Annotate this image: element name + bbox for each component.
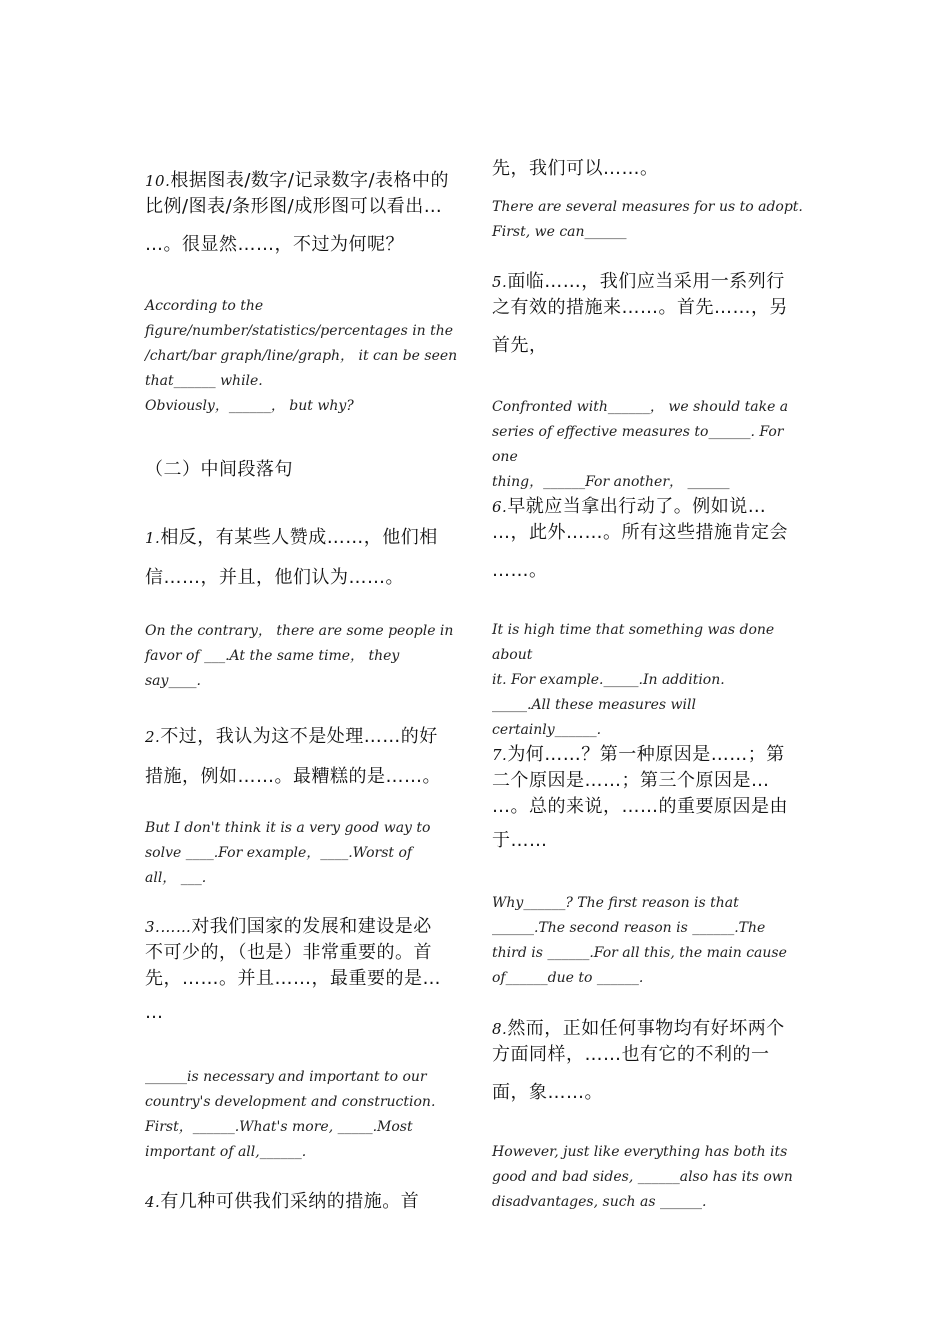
text-line: 有几种可供我们采纳的措施。首 (160, 1191, 420, 1212)
text-line: series of effective measures to______. For one (492, 424, 784, 465)
item-number: 4. (145, 1193, 161, 1211)
section-heading (145, 457, 465, 483)
item-8-chinese (492, 1016, 812, 1106)
text-line: solve ____.For example，____.Worst of (145, 845, 413, 861)
text-line: First，______.What's more, _____.Most (145, 1119, 413, 1135)
text-line: Why______? The first reason is that (492, 895, 739, 911)
text-line: 相反，有某些人赞成……，他们相 (160, 527, 438, 548)
text-line: ______is necessary and important to our (145, 1069, 427, 1085)
item-number: 5. (492, 273, 508, 291)
text-line: it. For example._____.In addition. (492, 672, 725, 688)
text-line: all， ___. (145, 870, 207, 886)
text-line: 措施，例如……。最糟糕的是……。 (145, 766, 441, 787)
text-line: certainly______. (492, 722, 602, 738)
text-line: However, just like everything has both its (492, 1144, 788, 1160)
text-line: There are several measures for us to adopt. (492, 199, 803, 215)
item-5-chinese (492, 269, 812, 359)
text-line: …，此外……。所有这些措施肯定会 (492, 522, 788, 543)
text-line: thing，______For another， ______ (492, 474, 730, 490)
text-line: that______ while. (145, 373, 263, 389)
text-line: 为何……？第一种原因是……；第 (507, 744, 785, 765)
text-line: 先，我们可以……。 (492, 158, 659, 179)
text-line: 之有效的措施来……。首先……，另 (492, 297, 788, 318)
item-number: 2. (145, 728, 161, 746)
item-number: 3. (145, 918, 161, 936)
text-line: 比例/图表/条形图/成形图可以看出… (145, 196, 443, 217)
text-line: _____.All these measures will (492, 697, 696, 713)
item-7-english (492, 891, 812, 991)
item-3-english (145, 1065, 465, 1165)
item-4-chinese-end (492, 156, 812, 182)
text-line: 二个原因是……；第三个原因是… (492, 770, 770, 791)
text-line: 面临……，我们应当采用一系列行 (507, 271, 785, 292)
text-line: 首先， (492, 335, 548, 356)
item-number: 7. (492, 746, 508, 764)
text-line: …。总的来说，……的重要原因是由 (492, 796, 788, 817)
text-line: Obviously，______， but why? (145, 398, 354, 414)
text-line: 对我们国家的发展和建设是必 (191, 916, 432, 937)
text-line: important of all,______. (145, 1144, 307, 1160)
text-line: country's development and construction. (145, 1094, 436, 1110)
text-line: 早就应当拿出行动了。例如说… (507, 496, 767, 517)
text-line: ______.The second reason is ______.The (492, 920, 766, 936)
text-line: favor of ___.At the same time， they (145, 648, 400, 664)
item-6-chinese (492, 494, 812, 584)
text-line: 方面同样，……也有它的不利的一 (492, 1044, 770, 1065)
text-line: 先，……。并且……，最重要的是… (145, 968, 441, 989)
item-number: 6. (492, 498, 508, 516)
text-line: good and bad sides, ______also has its own (492, 1169, 793, 1185)
text-line: 然而，正如任何事物均有好坏两个 (507, 1018, 785, 1039)
text-line: … (145, 1002, 164, 1023)
item-8-english (492, 1140, 812, 1215)
text-line: 不可少的，（也是）非常重要的。首 (145, 942, 432, 963)
text-line: …。很显然……，不过为何呢？ (145, 234, 404, 255)
item-number: 1. (145, 529, 161, 547)
item-1-chinese (145, 518, 465, 598)
item-10-english (145, 294, 465, 419)
item-3-chinese (145, 914, 465, 1026)
section-title: （二）中间段落句 (145, 459, 293, 480)
item-number: 8. (492, 1020, 508, 1038)
text-line: 信……，并且，他们认为……。 (145, 567, 404, 588)
ellipsis-prefix: …… (160, 918, 192, 936)
text-line: 根据图表/数字/记录数字/表格中的 (170, 170, 450, 191)
text-line: 面，象……。 (492, 1082, 603, 1103)
text-line: But I don't think it is a very good way to (145, 820, 431, 836)
text-line: On the contrary， there are some people in (145, 623, 454, 639)
item-1-english (145, 619, 465, 694)
text-line: say____. (145, 673, 201, 689)
item-4-english (492, 195, 812, 245)
text-line: First, we can______ (492, 224, 627, 240)
text-line: third is ______.For all this, the main cause (492, 945, 787, 961)
item-2-english (145, 816, 465, 891)
text-line: According to the (145, 298, 264, 314)
text-line: ……。 (492, 560, 548, 581)
text-line: 于…… (492, 830, 548, 851)
text-line: It is high time that something was done about (492, 622, 775, 663)
text-line: Confronted with______， we should take a (492, 399, 789, 415)
text-line: /chart/bar graph/line/graph， it can be seen (145, 348, 458, 364)
item-7-chinese (492, 742, 812, 854)
item-10-chinese (145, 168, 465, 258)
item-number: 10. (145, 172, 171, 190)
text-line: of______due to ______. (492, 970, 644, 986)
item-6-english (492, 618, 812, 743)
text-line: disadvantages, such as ______. (492, 1194, 707, 1210)
item-4-chinese-start (145, 1189, 465, 1215)
item-5-english (492, 395, 812, 495)
text-line: 不过，我认为这不是处理……的好 (160, 726, 438, 747)
item-2-chinese (145, 717, 465, 797)
text-line: figure/number/statistics/percentages in the (145, 323, 454, 339)
